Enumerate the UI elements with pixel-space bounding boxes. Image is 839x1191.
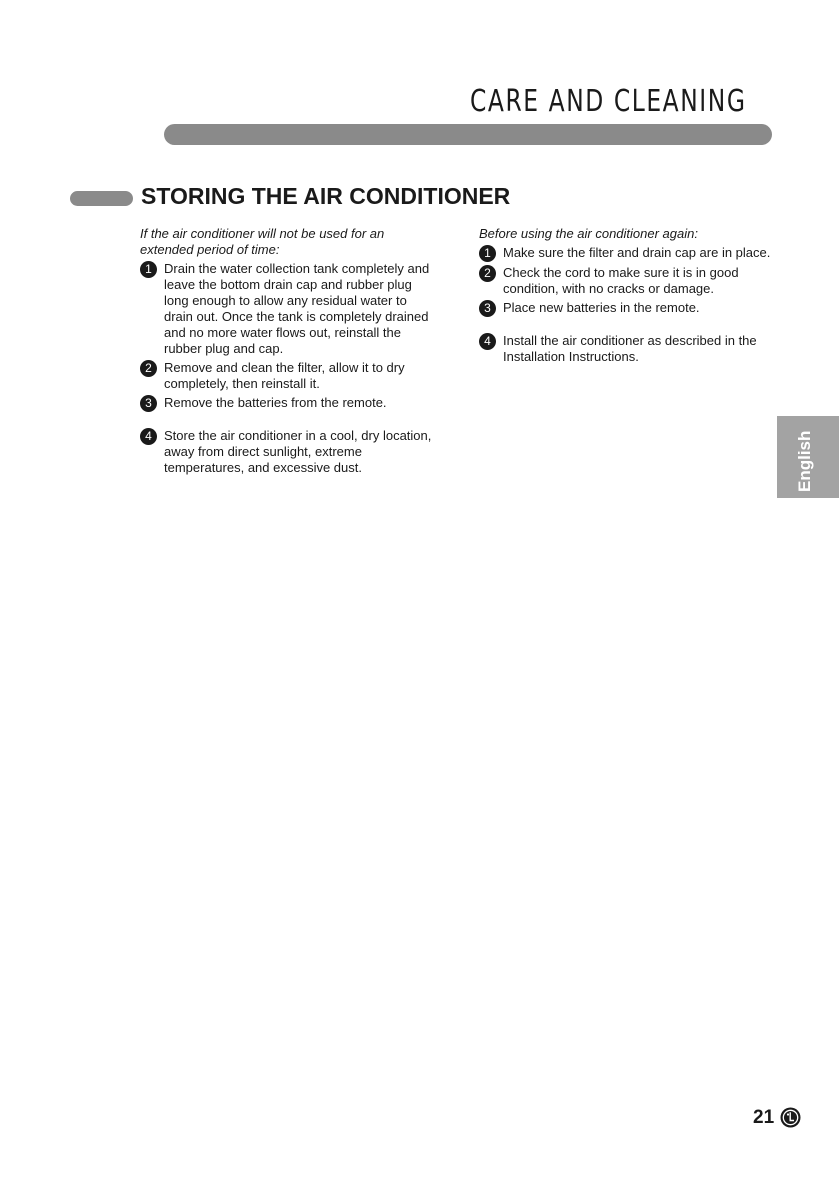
step-text: Make sure the filter and drain cap are in place. [503, 245, 771, 260]
step-number-badge: 1 [140, 261, 157, 278]
step-text: Install the air conditioner as described in the Installation Instructions. [503, 333, 757, 364]
list-item [479, 333, 779, 365]
list-item [140, 261, 436, 357]
lg-logo-icon [780, 1107, 801, 1128]
step-number-badge: 4 [140, 428, 157, 445]
list-item [140, 395, 436, 412]
list-item [479, 245, 779, 262]
page-number: 21 [753, 1107, 775, 1128]
list-item [140, 360, 436, 392]
step-number-badge: 2 [140, 360, 157, 377]
step-text: Check the cord to make sure it is in good condition, with no cracks or damage. [503, 265, 739, 296]
step-text: Drain the water collection tank completely and leave the bottom drain cap and rubber plug long enough to allow any residual water to drain out. Once the tank is completely drained and no more water flows out, reinstall the rubber plug and cap. [164, 261, 430, 356]
page-header-title: CARE AND CLEANING [470, 84, 747, 119]
step-number-badge: 1 [479, 245, 496, 262]
step-number-badge: 3 [140, 395, 157, 412]
list-item [479, 300, 779, 317]
left-intro: If the air conditioner will not be used for an extended period of time: [140, 226, 385, 257]
list-item [140, 428, 436, 476]
step-text: Place new batteries in the remote. [503, 300, 700, 315]
header-bar [164, 124, 772, 145]
step-text: Store the air conditioner in a cool, dry location, away from direct sunlight, extreme temperatures, and excessive dust. [164, 428, 432, 475]
list-item [479, 265, 779, 297]
right-intro: Before using the air conditioner again: [479, 226, 698, 241]
section-title: STORING THE AIR CONDITIONER [141, 183, 511, 209]
left-column [140, 226, 436, 479]
step-number-badge: 3 [479, 300, 496, 317]
step-number-badge: 4 [479, 333, 496, 350]
right-column [479, 226, 779, 368]
step-text: Remove the batteries from the remote. [164, 395, 387, 410]
language-tab-label: English [795, 430, 814, 492]
section-pill [70, 191, 133, 206]
step-text: Remove and clean the filter, allow it to dry completely, then reinstall it. [164, 360, 405, 391]
step-number-badge: 2 [479, 265, 496, 282]
